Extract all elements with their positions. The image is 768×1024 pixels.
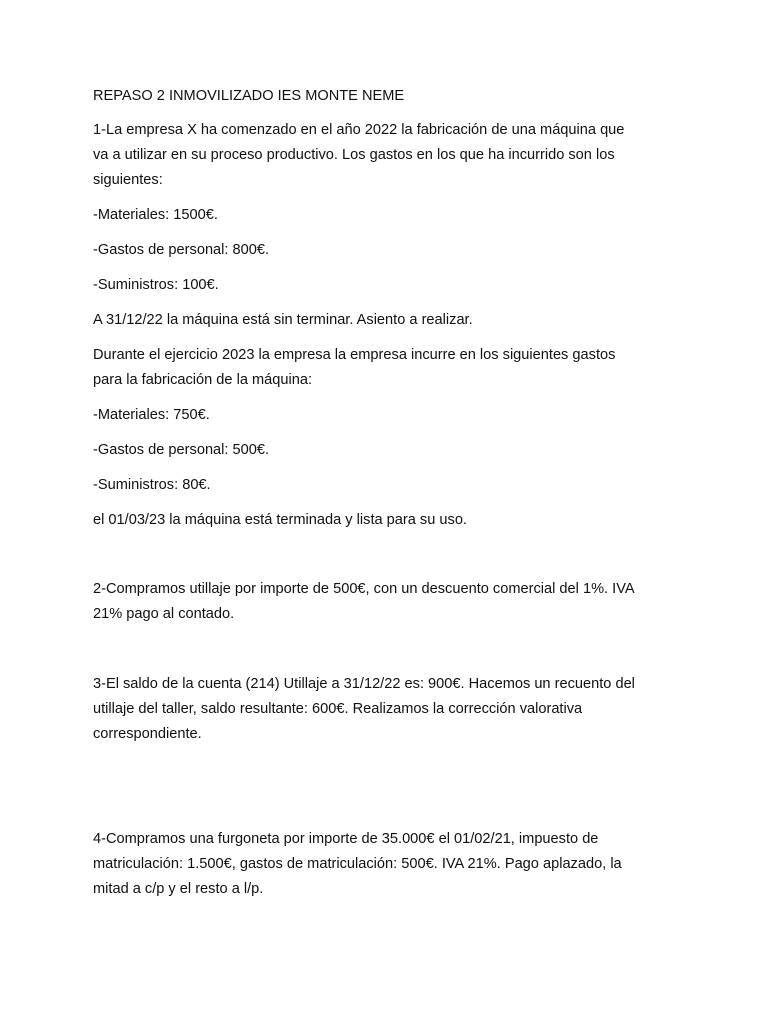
text-line: 2-Compramos utillaje por importe de 500€, con un descuento comercial del 1%. IVA xyxy=(93,581,635,597)
title-text: REPASO 2 INMOVILIZADO IES MONTE NEME xyxy=(93,88,405,104)
exercise-1-statement xyxy=(93,118,683,193)
expense-suministros-2023 xyxy=(93,473,683,498)
expense-materiales-2023 xyxy=(93,403,683,428)
exercise-3-statement xyxy=(93,672,683,747)
text-line: -Gastos de personal: 800€. xyxy=(93,242,270,258)
text-line: para la fabricación de la máquina: xyxy=(93,372,313,388)
text-line: -Suministros: 80€. xyxy=(93,477,211,493)
exercise-4-statement xyxy=(93,827,683,902)
exercise-2-statement xyxy=(93,577,683,627)
text-line: A 31/12/22 la máquina está sin terminar. Asiento a realizar. xyxy=(93,312,473,328)
text-line: matriculación: 1.500€, gastos de matriculación: 500€. IVA 21%. Pago aplazado, la xyxy=(93,856,622,872)
intro-2023 xyxy=(93,343,683,393)
text-line: -Materiales: 1500€. xyxy=(93,207,218,223)
text-line: -Materiales: 750€. xyxy=(93,407,210,423)
asiento-2022 xyxy=(93,308,683,333)
expense-materiales-2022 xyxy=(93,203,683,228)
text-line: 1-La empresa X ha comenzado en el año 2022 la fabricación de una máquina que xyxy=(93,122,625,138)
document-title xyxy=(93,84,683,109)
text-line: Durante el ejercicio 2023 la empresa la empresa incurre en los siguientes gastos xyxy=(93,347,616,363)
text-line: -Suministros: 100€. xyxy=(93,277,219,293)
text-line: 3-El saldo de la cuenta (214) Utillaje a 31/12/22 es: 900€. Hacemos un recuento del xyxy=(93,676,635,692)
text-line: 4-Compramos una furgoneta por importe de 35.000€ el 01/02/21, impuesto de xyxy=(93,831,599,847)
text-line: mitad a c/p y el resto a l/p. xyxy=(93,881,264,897)
text-line: correspondiente. xyxy=(93,726,202,742)
expense-personal-2022 xyxy=(93,238,683,263)
text-line: -Gastos de personal: 500€. xyxy=(93,442,270,458)
text-line: 21% pago al contado. xyxy=(93,606,235,622)
text-line: va a utilizar en su proceso productivo. Los gastos en los que ha incurrido son los xyxy=(93,147,615,163)
text-line: el 01/03/23 la máquina está terminada y lista para su uso. xyxy=(93,512,467,528)
text-line: utillaje del taller, saldo resultante: 600€. Realizamos la corrección valorativa xyxy=(93,701,583,717)
text-line: siguientes: xyxy=(93,172,163,188)
expense-suministros-2022 xyxy=(93,273,683,298)
expense-personal-2023 xyxy=(93,438,683,463)
machine-finished xyxy=(93,508,683,533)
